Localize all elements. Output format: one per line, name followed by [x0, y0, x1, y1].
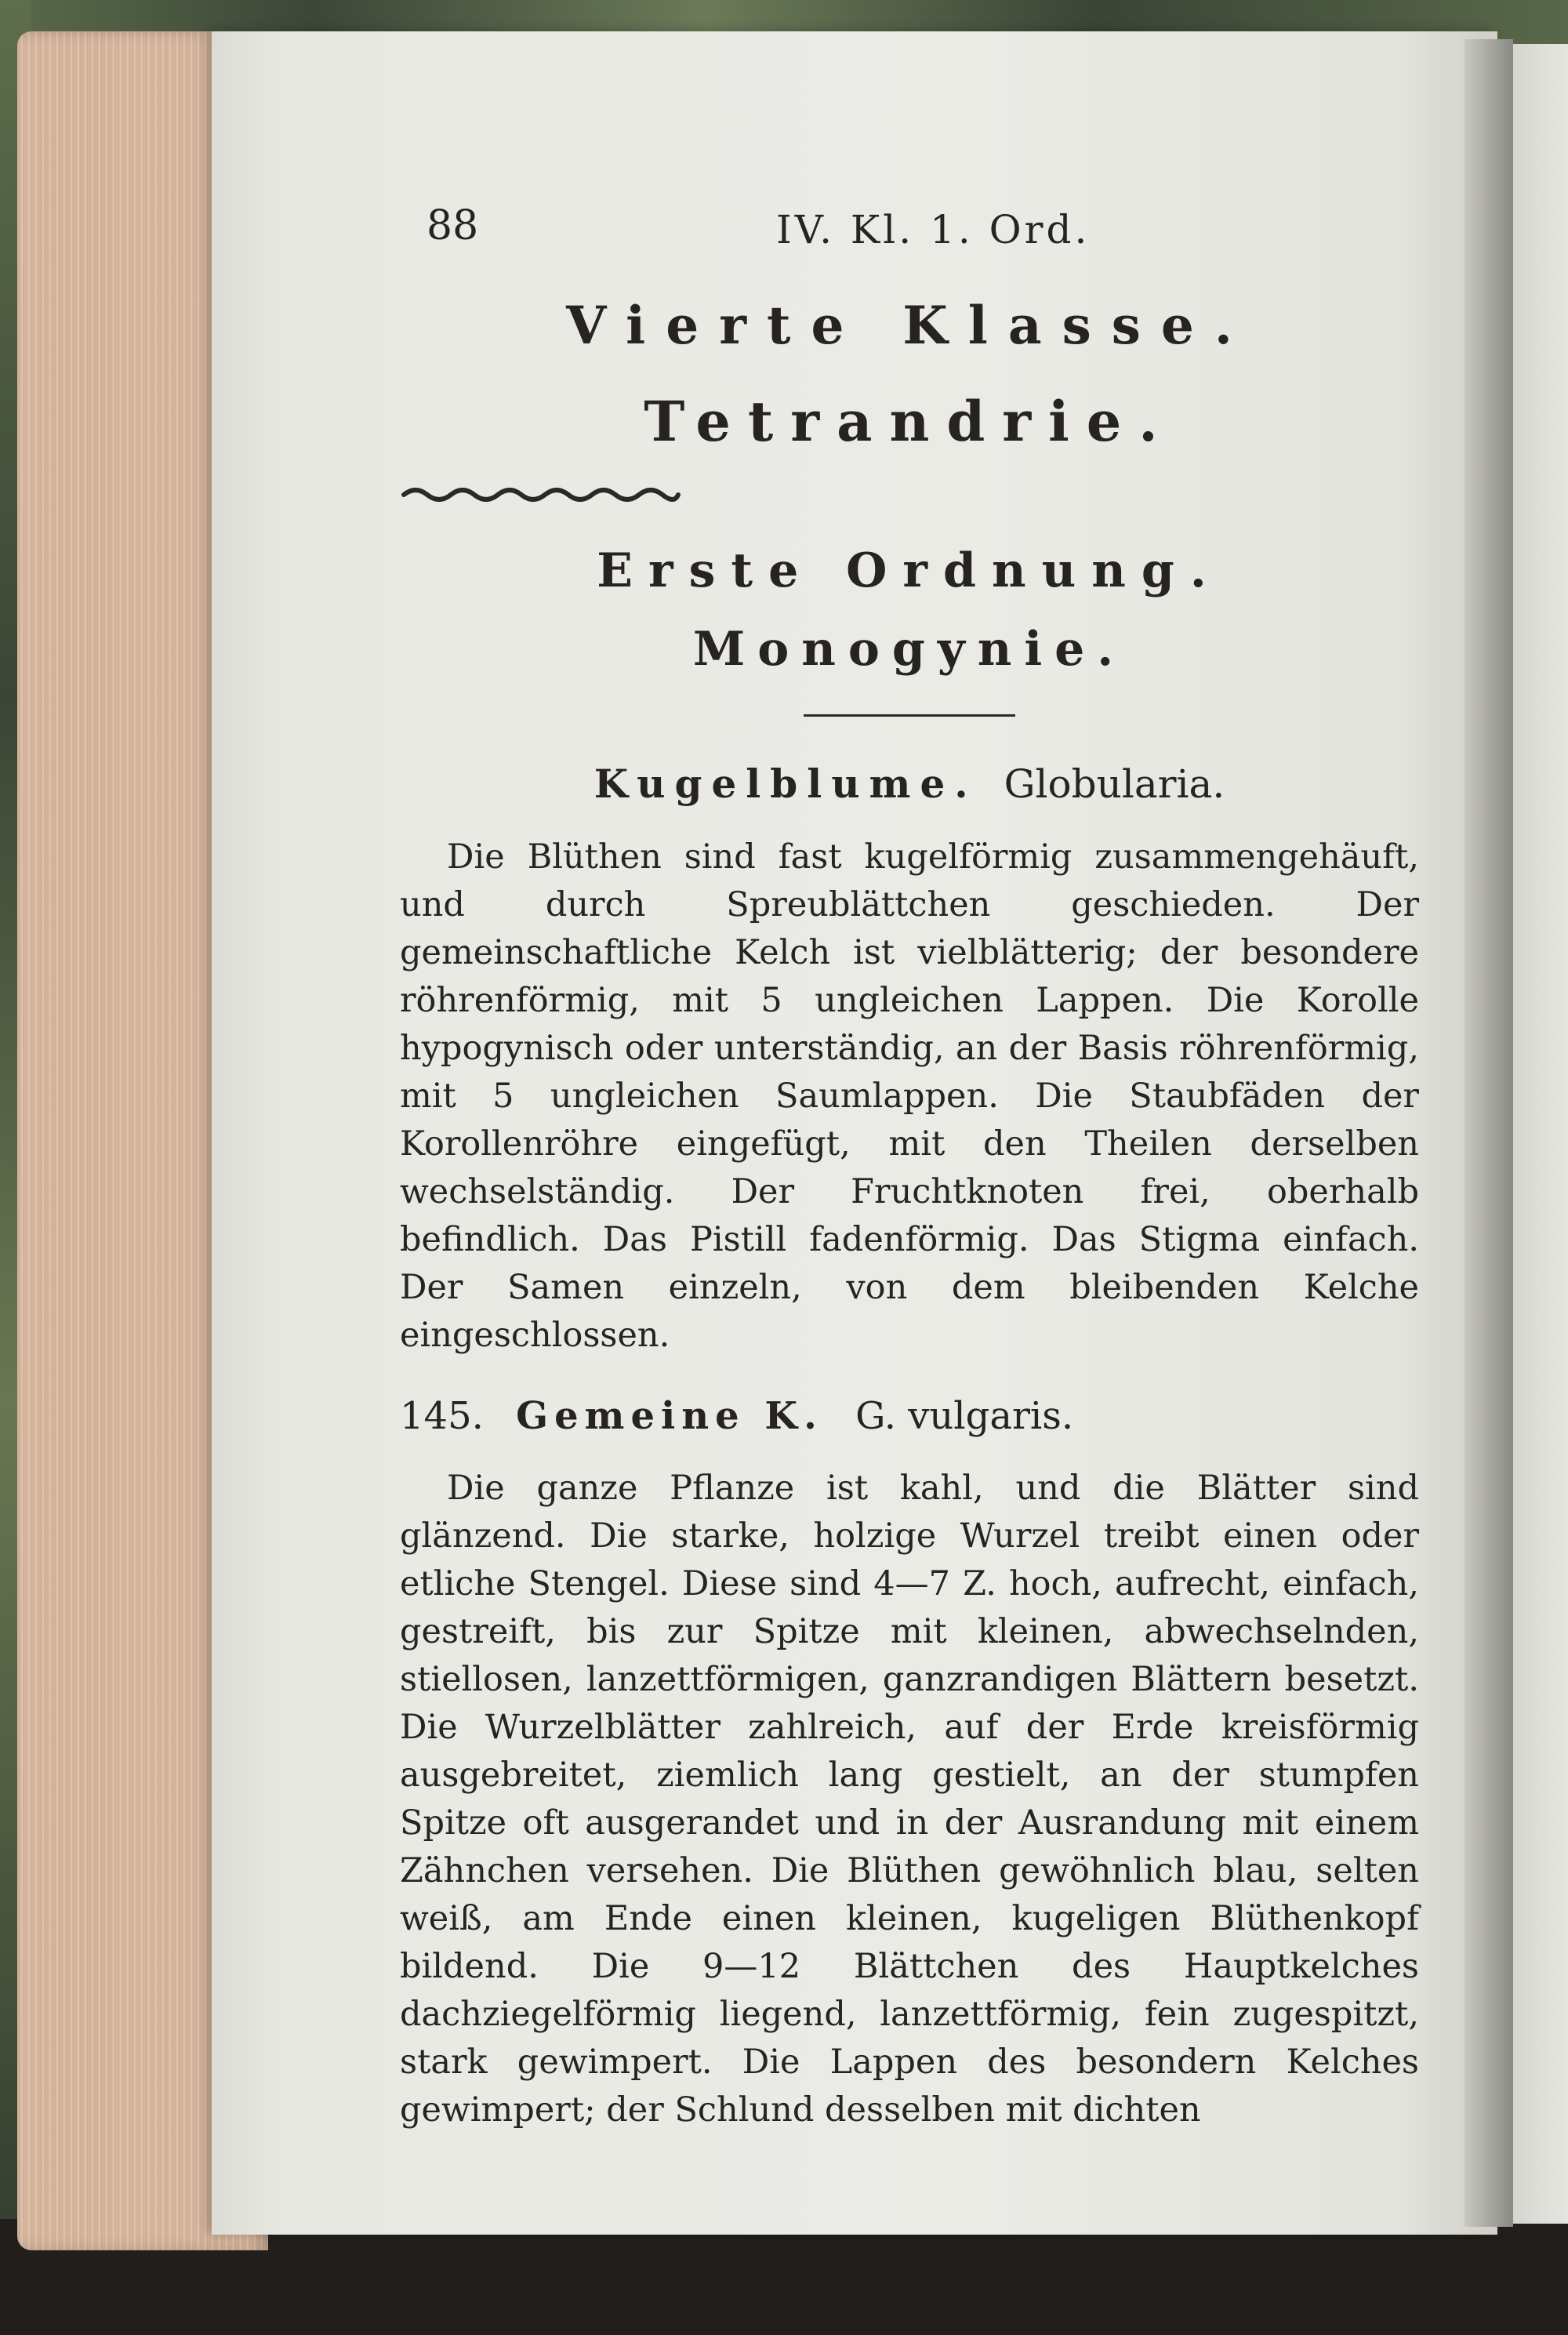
species-number: 145.: [400, 1394, 484, 1438]
genus-german-name: Kugelblume.: [593, 761, 978, 807]
species-heading: [400, 1394, 1419, 1438]
page-content: [400, 180, 1419, 2134]
next-page-edge: [1513, 44, 1568, 2224]
book-gutter: [1465, 39, 1513, 2227]
order-name-title: Monogynie.: [692, 622, 1127, 677]
species-german-name: Gemeine K.: [516, 1394, 823, 1438]
genus-latin-name: Globularia.: [1004, 761, 1225, 807]
genus-description: Die Blüthen sind fast kugelförmig zusammengehäuft, und durch Spreublättchen geschieden. Der gemeinschaftliche Kelch ist vielblätterig; der besondere röhrenförmig, mit 5 ungleichen Lappen. Die Korolle hypogynisch oder unterständig, an der Basis röhrenförmig, mit 5 ungleichen Saumlappen. Die Staubfäden der Korollenröhre eingefügt, mit den Theilen derselben wechselständig. Der Fruchtknoten frei, oberhalb befindlich. Das Pistill fadenförmig. Das Stigma einfach. Der Samen einzeln, von dem bleibenden Kelche eingeschlossen.: [400, 837, 1419, 1355]
species-latin-name: G. vulgaris.: [855, 1394, 1074, 1438]
order-title: Erste Ordnung.: [597, 543, 1222, 598]
running-head: [400, 180, 1419, 267]
species-description: Die ganze Pflanze ist kahl, und die Blätter sind glänzend. Die starke, holzige Wurzel treibt einen oder etliche Stengel. Diese sind 4—7 Z. hoch, aufrecht, einfach, gestreift, bis zur Spitze mit kleinen, abwechselnden, stiellosen, lanzettförmigen, ganzrandigen Blättern besetzt. Die Wurzelblätter zahlreich, auf der Erde kreisförmig ausgebreitet, ziemlich lang gestielt, an der stumpfen Spitze oft ausgerandet und in der Ausrandung mit einem Zähnchen versehen. Die Blüthen gewöhnlich blau, selten weiß, am Ende einen kleinen, kugeligen Blüthenkopf bildend. Die 9—12 Blättchen des Hauptkelches dachziegelförmig liegend, lanzettförmig, fein zugespitzt, stark gewimpert. Die Lappen des besondern Kelches gewimpert; der Schlund desselben mit dichten: [400, 1469, 1419, 2130]
ornament-divider: [400, 481, 682, 509]
genus-heading: [400, 761, 1419, 807]
page-number: 88: [426, 202, 479, 249]
running-title: IV. Kl. 1. Ord.: [776, 207, 1091, 252]
section-rule: [804, 714, 1015, 717]
class-title: Vierte Klasse.: [566, 295, 1253, 356]
class-name-title: Tetrandrie.: [644, 389, 1175, 454]
